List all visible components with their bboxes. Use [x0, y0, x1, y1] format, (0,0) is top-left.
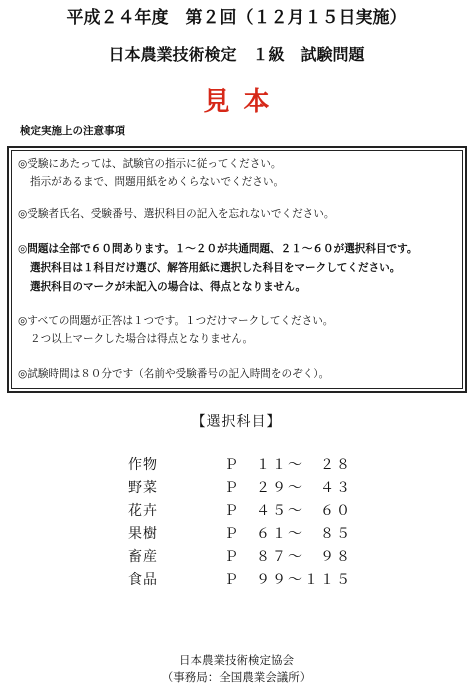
subject-page-range: Ｐ ９９～１１５	[224, 572, 352, 588]
subject-row	[128, 546, 368, 568]
notice-line-3: ◎受験者氏名、受験番号、選択科目の記入を忘れないでください。	[18, 208, 335, 220]
subject-row	[128, 454, 368, 476]
subject-name: 果樹	[128, 526, 158, 542]
subject-page-range: Ｐ ８７～ ９８	[224, 549, 352, 565]
footer-office: （事務局：全国農業会議所）	[161, 670, 312, 684]
subject-row	[128, 477, 368, 499]
subject-name: 食品	[128, 572, 158, 588]
notice-line-2: 指示があるまで、問題用紙をめくらないでください。	[30, 176, 285, 188]
subject-page-range: Ｐ ４５～ ６０	[224, 503, 352, 519]
subject-name: 畜産	[128, 549, 158, 565]
notice-heading: 検定実施上の注意事項	[20, 125, 125, 137]
subject-row	[128, 523, 368, 545]
notice-line-9: ◎試験時間は８０分です（名前や受験番号の記入時間をのぞく）。	[18, 368, 330, 380]
exam-subtitle: 日本農業技術検定 １級 試験問題	[108, 45, 365, 64]
subjects-heading: 【選択科目】	[191, 414, 282, 430]
subject-name: 野菜	[128, 480, 158, 496]
exam-title: 平成２４年度 第２回（１２月１５日実施）	[66, 8, 407, 28]
notice-line-6: 選択科目のマークが未記入の場合は、得点となりません。	[30, 281, 307, 293]
subject-name: 花卉	[128, 503, 158, 519]
notice-line-7: ◎すべての問題が正答は１つです。１つだけマークしてください。	[18, 315, 334, 327]
subject-row	[128, 500, 368, 522]
subject-page-range: Ｐ ２９～ ４３	[224, 480, 352, 496]
subject-name: 作物	[128, 457, 158, 473]
subject-page-range: Ｐ ６１～ ８５	[224, 526, 352, 542]
sample-stamp: 見本	[203, 87, 284, 117]
notice-line-8: ２つ以上マークした場合は得点となりません。	[30, 333, 254, 345]
notice-line-4: ◎問題は全部で６０問あります。１～２０が共通問題、２１～６０が選択科目です。	[18, 243, 418, 255]
subject-page-range: Ｐ １１～ ２８	[224, 457, 352, 473]
notice-line-1: ◎受験にあたっては、試験官の指示に従ってください。	[18, 158, 282, 170]
subject-row	[128, 569, 368, 591]
footer-organization: 日本農業技術検定協会	[179, 653, 294, 667]
notice-line-5: 選択科目は１科目だけ選び、解答用紙に選択した科目をマークしてください。	[30, 262, 401, 274]
